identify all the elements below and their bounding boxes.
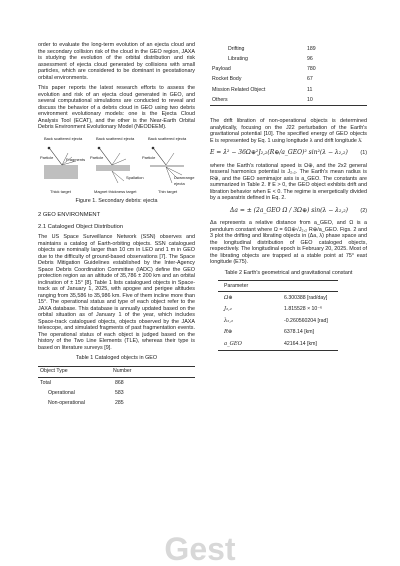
table-row: [210, 54, 367, 64]
row-value: 96: [307, 56, 313, 63]
fig-side-label: Spallation: [126, 174, 144, 180]
fig-top-label: Back scattered ejecta: [96, 135, 135, 141]
table-header-object-type: Object Type: [38, 366, 113, 377]
table-row: [210, 75, 367, 85]
row-value: 868: [115, 379, 124, 386]
watermark-logo: [150, 530, 250, 566]
row-label: Mission Related Object: [212, 86, 266, 93]
fig-side-label: Particle: [40, 154, 54, 160]
table-row: [210, 85, 367, 95]
table-2: [218, 280, 338, 351]
table-row: [218, 338, 338, 350]
subsection-heading: 2.1 Cataloged Object Distribution: [38, 223, 124, 230]
table-row: [210, 64, 367, 74]
phase-space-paragraph: Δa represents a relative distance from a_GEO, and Ω is a pendulum constant where Ω = 6Ω⊕√J₂,₂ R⊕/a_GEO. Figs. 2 and 3 plot the drifting and librating objects in (Δa, λ) phase space and the longitudinal distribution of GEO cataloged objects, respectively. The longitudinal epoch is February 20, 2025. Most of the librating objects are trapped at a stable point at 75° east longitude (E75).: [210, 220, 367, 266]
equation-1: [210, 150, 367, 157]
row-value: 189: [307, 45, 316, 52]
row-value: 285: [115, 399, 124, 406]
left-column: [38, 42, 195, 408]
fig-top-label: Back scattered ejecta: [44, 135, 83, 141]
figure-1-caption: Figure 1. Secondary debris: ejecta: [75, 197, 158, 204]
section-heading: 2 GEO ENVIRONMENT: [38, 212, 101, 218]
row-value: 583: [115, 389, 124, 396]
table-1-caption: Table 1 Cataloged objects in GEO: [75, 355, 158, 361]
ejecta-ray: [166, 153, 174, 165]
equation-2-body: Δa = ± (2a_GEO Ω / 3Ω⊕) sin(λ − λ₂,₂): [230, 206, 349, 214]
fig-panel-label: Thick target: [50, 188, 71, 194]
catalog-paragraph: The US Space Surveillance Network (SSN) observes and maintains a catalog of Earth-orbiting objects. SSN catalogued objects are nominally larger than 10 cm in LEO and 1 m in GEO due to the difficulty of ground-based observations [7]. The Space Debris Mitigation Guidelines established by the Inter-Agency Space Debris Coordination Committee (IADC) define the GEO protection region as an altitude of 35,786 ± 200 km and an orbital inclination of ± 15° [8]. Table 1 lists catalogued objects in Space-track as of January 1, 2025, with apogee and perigee altitudes ranging from 35,586 to 35,986 km. Five of them incline more than 15°. The operational status and type of each object refer to the JAXA database. This database is annually updated based on the orbital situation as of January 1 of the year, which includes Space-track catalogued objects, objects observed by the JAXA telescope, and simulated fragments of past fragmentation events. The operational status of each object is judged based on the history of the Two Line Elements (TLE), whereas their type is based on literature surveys [9].: [38, 234, 195, 351]
table-row: [38, 377, 195, 388]
ejecta-diagram: [38, 135, 195, 187]
row-symbol: R⊕: [224, 329, 233, 336]
fig-top-label: Back scattered ejecta: [148, 135, 187, 141]
table-row: [210, 95, 367, 106]
drift-libration-paragraph: The drift libration of non-operational objects is determined analytically, focusing on the J22 perturbation of the Earth's gravitational potential [10]. The specified energy of GEO objects E is represented by Eq. 1 using longitude λ and drift longitude λ̇.: [210, 118, 367, 144]
table-header-row: [218, 281, 338, 292]
spall-ray: [112, 171, 124, 181]
row-label: Drifting: [228, 45, 245, 52]
table-row: [210, 44, 367, 54]
paper-scope-paragraph: This paper reports the latest research efforts to assess the evolution and risk of an ejecta cloud generated in GEO, and several computational simulations are conducted to reveal and discuss the behavior of a debris cloud in GEO using two debris environment evolutionary models: one is the Ejecta Cloud Analysis Tool (ECAT), and the other is the Near-Earth Orbital Debris Environment Evolutionary Model (NEODEEM).: [38, 85, 195, 130]
row-value: 6.300388 [rad/day]: [284, 294, 328, 301]
intro-paragraph: order to evaluate the long-term evolution of an ejecta cloud and the secondary collision risk of the cloud in the GEO region, JAXA is studying the evolution of the orbital distribution and risk assessment of ejecta cloud generated by collisions with small particles, which are considered to be dominant in geostationary orbital environments.: [38, 42, 195, 81]
fig-side-label: Fragments: [66, 156, 86, 162]
table-row: [218, 292, 338, 304]
table-header-row: [38, 366, 195, 377]
equation-1-body: E = λ̇² − 36Ω⊕²J₂,₂(R⊕/a_GEO)² sin²(λ − λ₂,₂): [210, 149, 348, 157]
medium-target-block: [96, 165, 130, 171]
row-value: 11: [307, 86, 313, 93]
constants-paragraph: where the Earth's rotational speed is Ω⊕, and the 2x2 general tesseral harmonics potential is J₂,₂. The Earth's mean radius is R⊕, and the GEO semimajor axis is a_GEO. The constants are summarized in Table 2. If E > 0, the GEO object exhibits drift and libration behavior when E < 0. The regime is energetically divided by a separatrix defined in Eq. 2.: [210, 162, 367, 202]
table-header-number: Number: [113, 366, 195, 377]
table-row: [38, 398, 195, 408]
row-label: Total: [40, 379, 51, 386]
equation-2: [210, 208, 367, 215]
row-label: Others: [210, 95, 305, 106]
row-value: 10: [305, 95, 367, 106]
figure-1: [38, 135, 195, 195]
row-value: 6378.14 [km]: [284, 329, 314, 336]
particle-dot: [48, 146, 51, 149]
particle-dot: [152, 146, 155, 149]
row-value: -0.260560204 [rad]: [284, 317, 328, 324]
row-symbol: J₂,₂: [224, 306, 232, 313]
spall-ray: [112, 171, 118, 183]
row-symbol: a_GEO: [224, 340, 242, 347]
fig-side-label: Particle: [90, 154, 104, 160]
row-value: 1.815528 × 10⁻⁶: [284, 306, 323, 313]
row-value: 42164.14 [km]: [284, 340, 317, 347]
table-row: [218, 327, 338, 339]
row-label: Rocket Body: [212, 76, 242, 83]
row-value: 67: [307, 76, 313, 83]
row-label: Non-operational: [48, 399, 85, 406]
fig-side-label: Particle: [142, 154, 156, 160]
particle-dot: [98, 146, 101, 149]
row-symbol: Ω⊕: [224, 294, 233, 301]
row-label: Payload: [212, 66, 231, 73]
thin-target-block: [150, 165, 184, 167]
table-1-continued: [210, 44, 367, 106]
table-1: [38, 366, 195, 409]
row-value: 780: [307, 66, 316, 73]
watermark-text: Gest: [164, 531, 236, 566]
row-label: Librating: [228, 56, 248, 63]
fig-panel-label: Thin target: [158, 188, 178, 194]
table-row: [218, 304, 338, 316]
table-2-caption: Table 2 Earth's geometrical and gravitational constant: [224, 269, 353, 276]
fig-panel-label: Magnet thickness target: [94, 188, 137, 194]
table-row: [218, 315, 338, 327]
thick-target-block: [44, 165, 78, 179]
fig-side-label: Downrange ejecta: [174, 174, 195, 186]
table-header-parameter: Parameter: [218, 281, 338, 292]
particle-trajectory: [154, 149, 166, 165]
row-label: Operational: [48, 389, 75, 396]
equation-1-number: (1): [360, 150, 367, 157]
equation-2-number: (2): [360, 207, 367, 214]
row-symbol: λ₂,₂: [224, 317, 234, 324]
right-column: [210, 44, 367, 351]
table-row: [38, 388, 195, 398]
